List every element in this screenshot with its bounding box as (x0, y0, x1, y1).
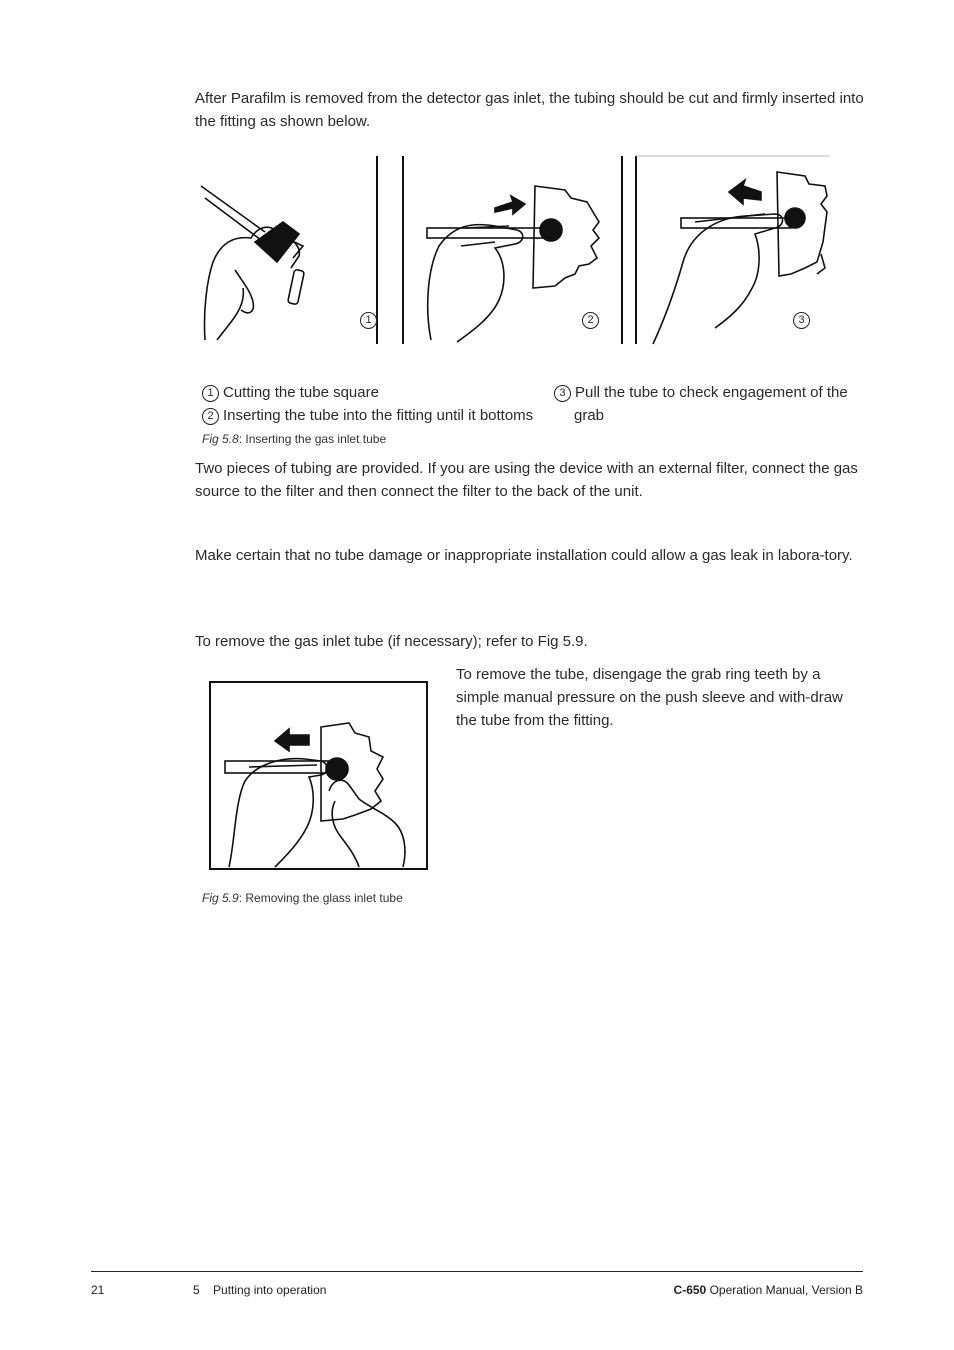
legend-text: Pull the tube to check engagement of the grab (574, 384, 848, 424)
caption-text: : Removing the glass inlet tube (238, 891, 403, 905)
product-name: C-650 (673, 1283, 707, 1297)
figure-5-9-caption (202, 891, 403, 905)
intro-paragraph: After Parafilm is removed from the detector gas inlet, the tubing should be cut and firmly inserted into the fitting as shown below. (195, 90, 864, 130)
panel-number-1: 1 (360, 312, 377, 329)
legend-number: 2 (202, 408, 219, 425)
caption-label: Fig 5.8 (202, 432, 239, 446)
panel-1-drawing (201, 186, 304, 340)
panel-number-3: 3 (793, 312, 810, 329)
leak-warning-paragraph: Make certain that no tube damage or inappropriate installation could allow a gas leak in labora-tory. (195, 547, 853, 564)
footer-rule (91, 1271, 863, 1272)
legend-text: Cutting the tube square (223, 384, 379, 401)
caption-text: : Inserting the gas inlet tube (238, 432, 387, 446)
page-number: 21 (91, 1283, 105, 1297)
legend-number: 3 (554, 385, 571, 402)
figure-5-9-illustration (209, 681, 429, 871)
legend-number: 1 (202, 385, 219, 402)
panel-2-drawing (427, 186, 599, 342)
manual-version: Operation Manual, Version B (706, 1283, 863, 1297)
manual-title (674, 1283, 863, 1297)
panel-number-2: 2 (582, 312, 599, 329)
legend-item-2 (202, 404, 533, 427)
figure-5-8-caption (202, 432, 386, 446)
caption-label: Fig 5.9 (202, 891, 239, 905)
figure-5-8-illustration (195, 150, 835, 350)
legend-item-1 (202, 381, 379, 404)
remove-reference-paragraph: To remove the gas inlet tube (if necessary); refer to Fig 5.9. (195, 633, 588, 650)
legend-item-3 (554, 381, 864, 427)
legend-text: Inserting the tube into the fitting until it bottoms (223, 407, 534, 424)
tubing-paragraph: Two pieces of tubing are provided. If you are using the device with an external filter, connect the gas source to the filter and then connect the filter to the back of the unit. (195, 460, 858, 500)
chapter-title: 5 Putting into operation (193, 1283, 327, 1297)
remove-instructions-paragraph: To remove the tube, disengage the grab ring teeth by a simple manual pressure on the push sleeve and with-draw the tube from the fitting. (456, 666, 843, 729)
